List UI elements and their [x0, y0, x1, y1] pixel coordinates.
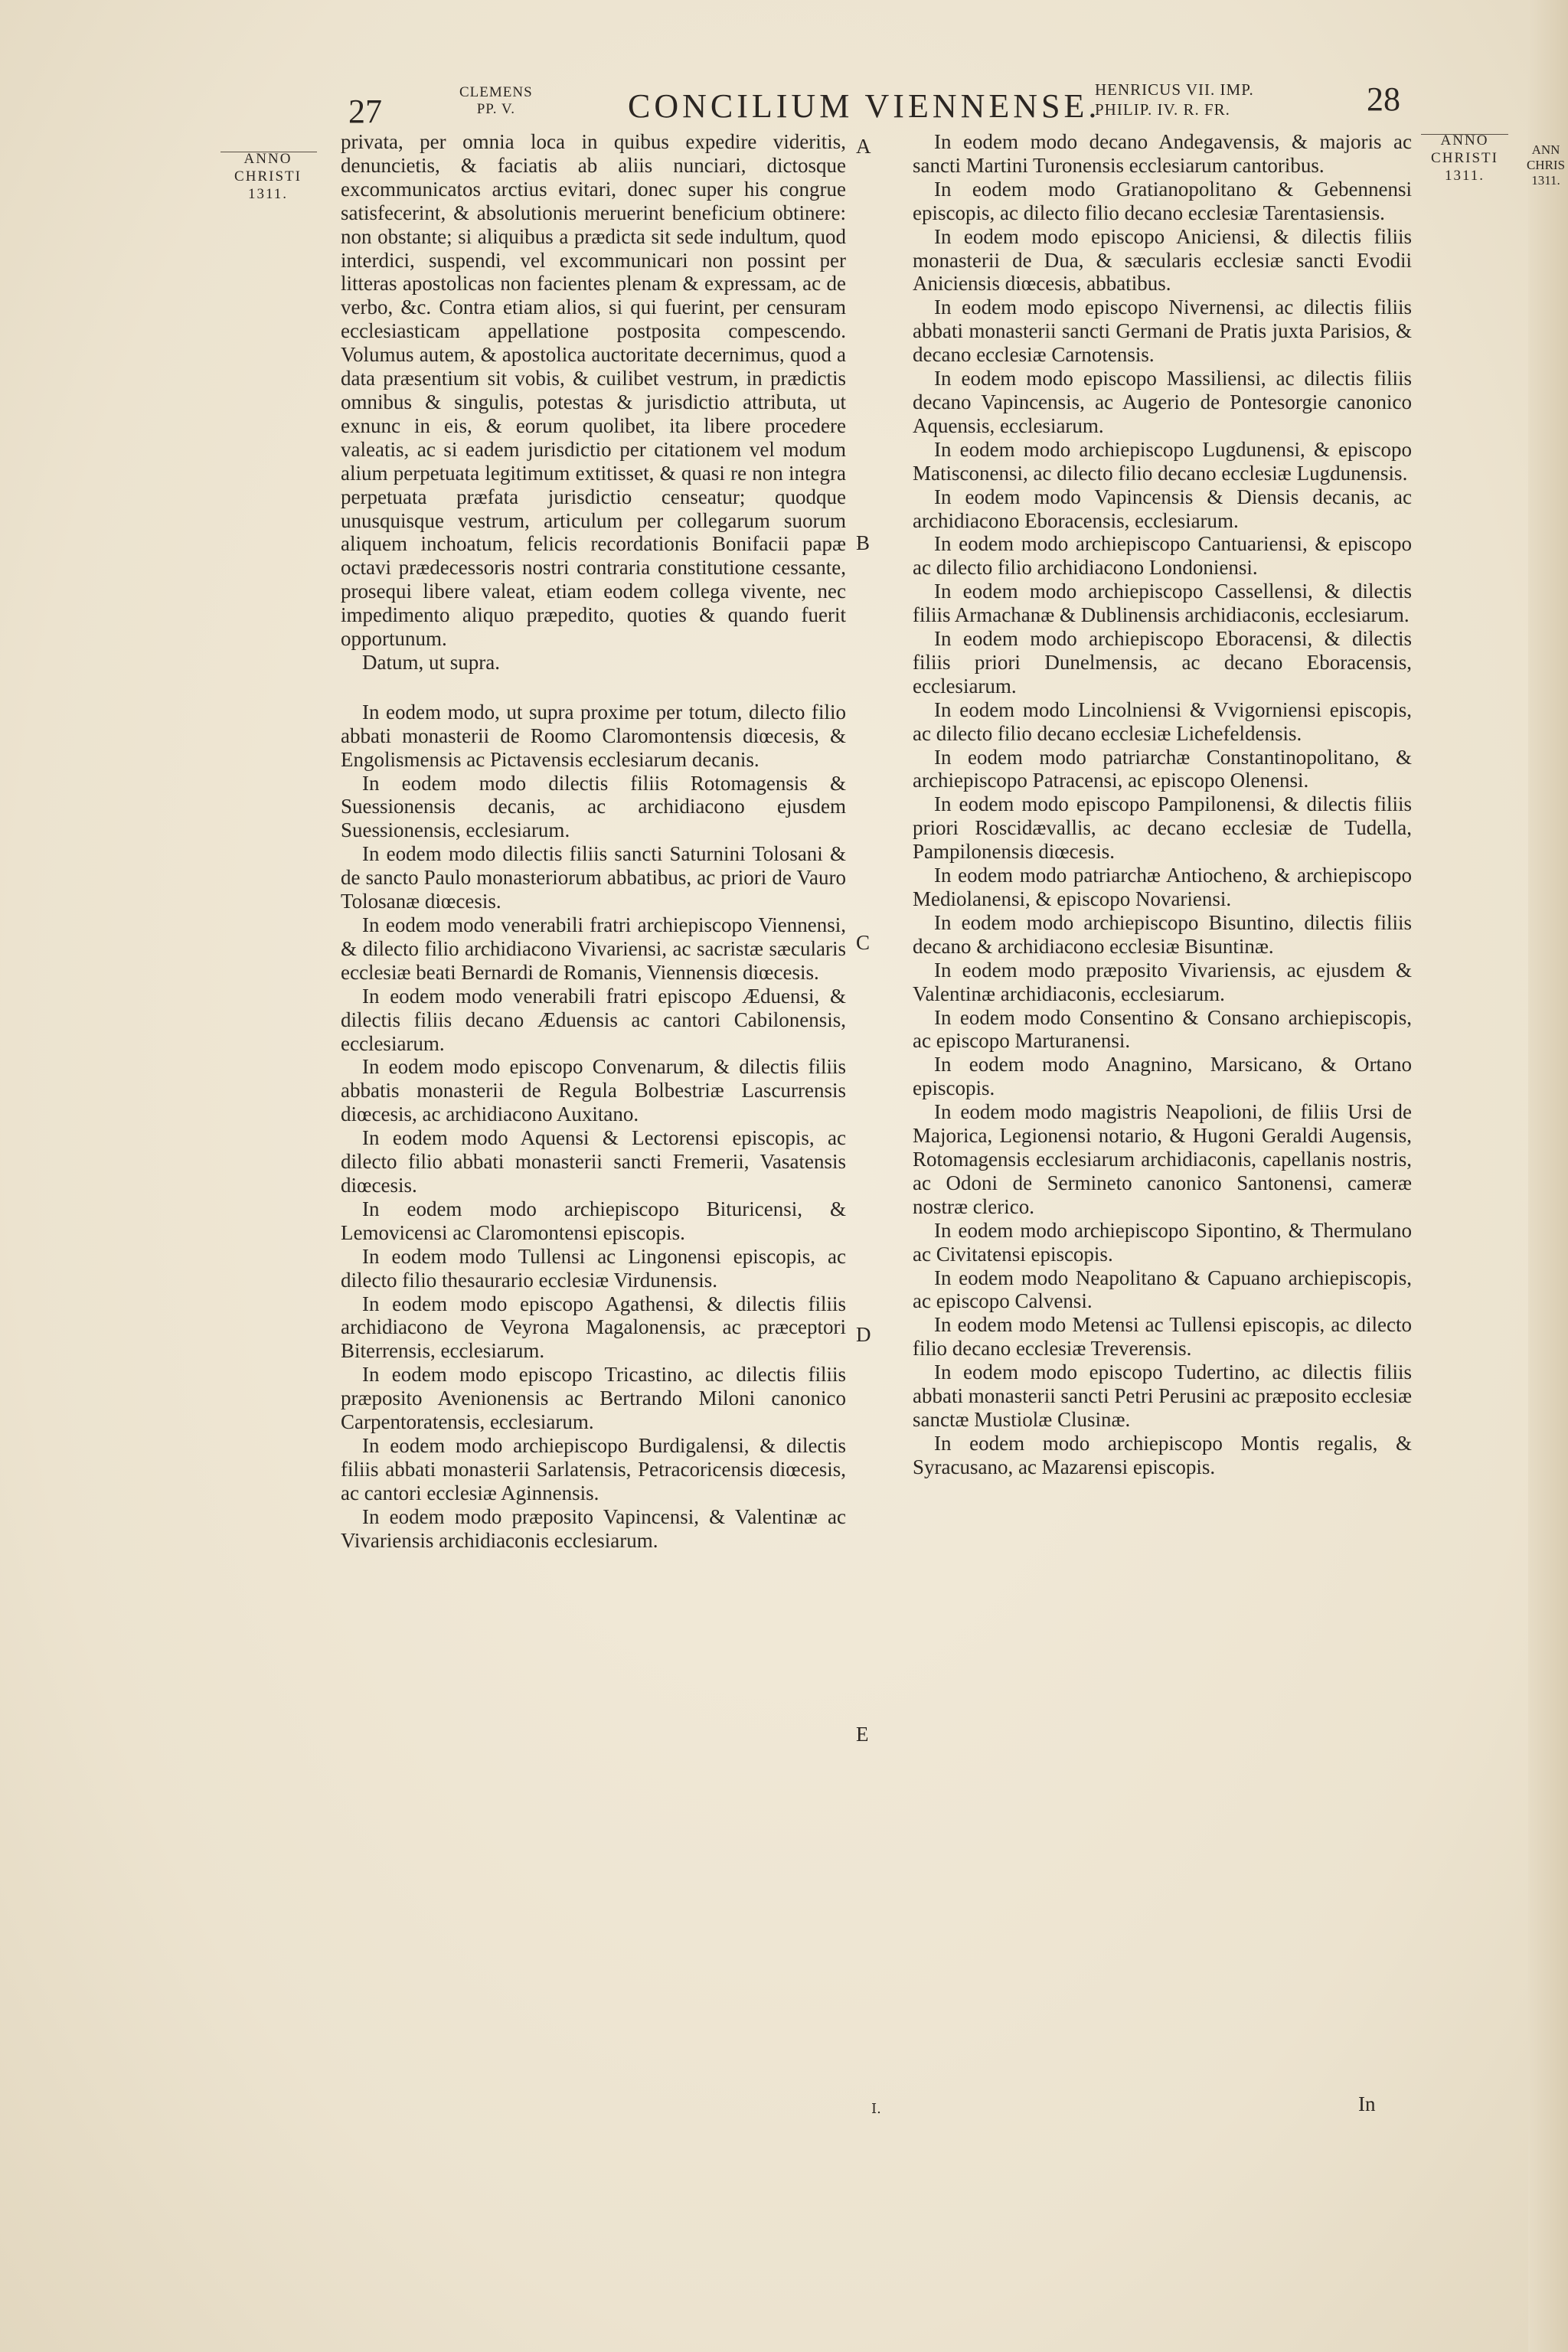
paragraph: In eodem modo archiepiscopo Cantuariensi, & episcopo ac dilecto filio archidiacono Londoniensi. — [913, 532, 1412, 580]
paragraph: In eodem modo præposito Vapincensi, & Valentinæ ac Vivariensis archidiaconis ecclesiarum. — [341, 1504, 846, 1552]
paragraph: In eodem modo archiepiscopo Cassellensi, & dilectis filiis Armachanæ & Dublinensis archidiaconis, ecclesiarum. — [913, 580, 1412, 627]
margin-note-line: 1311. — [1444, 168, 1485, 184]
margin-note-right — [1423, 132, 1507, 185]
paragraph: In eodem modo episcopo Convenarum, & dilectis filiis abbatis monasterii de Regula Bolbestriæ Lascurrensis diœcesis, ac archidiacono Auxitano. — [341, 1055, 846, 1126]
margin-note-line: ANNO — [243, 151, 292, 167]
paragraph: In eodem modo magistris Neapolioni, de filiis Ursi de Majorica, Legionensi notario, & Hugoni Geraldi Augensis, Rotomagensis ecclesiarum archidiaconis, capellanis nostris, ac Odoni de Sermineto canonico Santonensi, cameræ nostræ clerico. — [913, 1100, 1412, 1218]
paragraph: In eodem modo archiepiscopo Burdigalensi, & dilectis filiis abbati monasterii Sarlatensis, Petracoricensis diœcesis, ac cantori ecclesiæ Aginnensis. — [341, 1433, 846, 1504]
paragraph: In eodem modo archiepiscopo Lugdunensi, & episcopo Matisconensi, ac dilecto filio decano ecclesiæ Lugdunensis. — [913, 437, 1412, 485]
paragraph: In eodem modo episcopo Pampilonensi, & dilectis filiis priori Roscidævallis, ac decano ecclesiæ de Tudella, Pampilonensis diœcesis. — [913, 792, 1412, 864]
section-letter-b: B — [856, 531, 871, 554]
catchword: In — [1358, 2092, 1376, 2115]
footer-mark: I. — [871, 2101, 881, 2117]
running-head-left-line: PP. V. — [476, 101, 515, 117]
paragraph: In eodem modo archiepiscopo Montis regalis, & Syracusano, ac Mazarensi episcopis. — [913, 1431, 1412, 1478]
left-column — [341, 130, 846, 1552]
paragraph: In eodem modo præposito Vivariensis, ac ejusdem & Valentinæ archidiaconis, ecclesiarum. — [913, 958, 1412, 1005]
page-number-left: 27 — [348, 93, 382, 130]
paragraph: In eodem modo episcopo Tricastino, ac dilectis filiis præposito Avenionensis ac Bertrando Miloni canonico Carpentoratensis, ecclesiarum. — [341, 1363, 846, 1434]
section-letter-a: A — [856, 135, 871, 158]
paragraph: In eodem modo episcopo Massiliensi, ac dilectis filiis decano Vapincensis, ac Augerio de Pontesorgie canonico Aquensis, ecclesiarum. — [913, 367, 1412, 437]
section-letter-c: C — [856, 931, 871, 954]
margin-note-line: ANN — [1531, 142, 1560, 157]
page-number-right: 28 — [1367, 80, 1400, 118]
margin-note-facing-page — [1524, 142, 1568, 188]
running-head-right-line: PHILIP. IV. R. FR. — [1095, 100, 1230, 119]
paragraph: In eodem modo Tullensi ac Lingonensi episcopis, ac dilecto filio thesaurario ecclesiæ Virdunensis. — [341, 1244, 846, 1292]
paragraph: In eodem modo Aquensi & Lectorensi episcopis, ac dilecto filio abbati monasterii sancti Fremerii, Vasatensis diœcesis. — [341, 1126, 846, 1197]
paragraph: In eodem modo archiepiscopo Eboracensi, & dilectis filiis priori Dunelmensis, ac decano Eboracensis, ecclesiarum. — [913, 627, 1412, 697]
running-head-left-line: CLEMENS — [459, 84, 533, 100]
margin-note-line: 1311. — [247, 186, 289, 202]
paragraph: In eodem modo Vapincensis & Diensis decanis, ac archidiacono Eboracensis, ecclesiarum. — [913, 485, 1412, 532]
paragraph: In eodem modo Metensi ac Tullensi episcopis, ac dilecto filio decano ecclesiæ Treverensis. — [913, 1313, 1412, 1361]
right-column — [913, 130, 1412, 1479]
datum-line: Datum, ut supra. — [362, 650, 500, 674]
paragraph: In eodem modo episcopo Nivernensi, ac dilectis filiis abbati monasterii sancti Germani de Pratis juxta Parisios, & decano ecclesiæ Carnotensis. — [913, 296, 1412, 367]
paragraph: In eodem modo archiepiscopo Bisuntino, dilectis filiis decano & archidiacono ecclesiæ Bisuntinæ. — [913, 910, 1412, 958]
paragraph: In eodem modo Anagnino, Marsicano, & Ortano episcopis. — [913, 1053, 1412, 1100]
paragraph: In eodem modo venerabili fratri archiepiscopo Viennensi, & dilecto filio archidiacono Vivariensi, ac sacristæ sæcularis ecclesiæ beati Bernardi de Romanis, Viennensis diœcesis. — [341, 913, 846, 984]
paragraph: In eodem modo Lincolniensi & Vvigorniensi episcopis, ac dilecto filio decano ecclesiæ Lichefeldensis. — [913, 697, 1412, 745]
paragraph: In eodem modo patriarchæ Constantinopolitano, & archiepiscopo Patracensi, ac episcopo Olenensi. — [913, 745, 1412, 792]
running-head-left — [459, 84, 533, 118]
running-title: CONCILIUM VIENNENSE. — [628, 87, 1101, 125]
paragraph: In eodem modo Consentino & Consano archiepiscopis, ac episcopo Marturanensi. — [913, 1005, 1412, 1053]
paragraph: In eodem modo venerabili fratri episcopo Æduensi, & dilectis filiis decano Æduensis ac cantori Cabilonensis, ecclesiarum. — [341, 984, 846, 1055]
paragraph: In eodem modo Neapolitano & Capuano archiepiscopis, ac episcopo Calvensi. — [913, 1266, 1412, 1313]
paragraph: In eodem modo Gratianopolitano & Gebennensi episcopis, ac dilecto filio decano ecclesiæ Tarentasiensis. — [913, 177, 1412, 224]
margin-note-line: 1311. — [1531, 173, 1560, 188]
paragraph: In eodem modo dilectis filiis sancti Saturnini Tolosani & de sancto Paulo monasteriorum abbatibus, ac priori de Vauro Tolosanæ diœcesis. — [341, 842, 846, 913]
section-letter-d: D — [856, 1323, 871, 1346]
paragraph: In eodem modo decano Andegavensis, & majoris ac sancti Martini Turonensis ecclesiarum cantoribus. — [913, 130, 1412, 177]
book-gutter — [1528, 0, 1568, 2352]
paragraph: In eodem modo, ut supra proxime per totum, dilecto filio abbati monasterii de Roomo Claromontensis diœcesis, & Engolismensis ac Pictavensis ecclesiarum decanis. — [341, 700, 846, 771]
paragraph: In eodem modo episcopo Tudertino, ac dilectis filiis abbati monasterii sancti Petri Perusini ac præposito ecclesiæ sanctæ Mustiolæ Clusinæ. — [913, 1361, 1412, 1431]
margin-note-left — [222, 150, 314, 203]
margin-note-line: CHRIS — [1526, 158, 1566, 172]
margin-note-line: ANNO — [1440, 132, 1489, 149]
paragraph: In eodem modo episcopo Agathensi, & dilectis filiis archidiacono de Veyrona Magalonensis, ac præceptori Biterrensis, ecclesiarum. — [341, 1292, 846, 1363]
paragraph: In eodem modo archiepiscopo Bituricensi, & Lemovicensi ac Claromontensi episcopis. — [341, 1197, 846, 1244]
margin-note-line: CHRISTI — [1431, 150, 1498, 166]
running-head-right — [1095, 80, 1254, 119]
paragraph: In eodem modo patriarchæ Antiocheno, & archiepiscopo Mediolanensi, & episcopo Novariensi. — [913, 864, 1412, 910]
paragraph: In eodem modo archiepiscopo Sipontino, & Thermulano ac Civitatensi episcopis. — [913, 1218, 1412, 1266]
section-letter-e: E — [856, 1723, 869, 1746]
opening-paragraph: privata, per omnia loca in quibus expedire videritis, denuncietis, & faciatis ab aliis nunciari, dictosque excommunicatos arctius evitari, donec super his congrue satisfecerint, & absolutionis meruerint beneficium obtinere: non obstante; si aliquibus a prædicta sit sede indultum, quod interdici, suspendi, vel excommunicari non possint per litteras apostolicas non facientes plenam & expressam, ac de verbo, &c. Contra etiam alios, si qui fuerint, per censuram ecclesiasticam appellatione postposita compescendo. Volumus autem, & apostolica auctoritate decernimus, quod a data præsentium sit vobis, & cuilibet vestrum, in prædictis omnibus & singulis, potestas & jurisdictio attributa, ut exnunc in eis, & eorum quolibet, ita libere procedere valeatis, ac si eadem jurisdictio per citationem vel modum alium perpetuata legitimum extitisset, & quasi re non integra perpetuata præfata jurisdictio censeatur; quodque unusquisque vestrum, articulum per collegarum suorum aliquem inchoatum, felicis recordationis Bonifacii papæ octavi prædecessoris nostri contraria constitutione cessante, prosequi libere valeat, etiam eodem collega vivente, nec impedimento aliquo præpedito, quoties & quando fuerit opportunum. — [341, 130, 846, 651]
margin-note-line: CHRISTI — [234, 168, 302, 185]
running-head-right-line: HENRICUS VII. IMP. — [1095, 80, 1254, 99]
paragraph: In eodem modo dilectis filiis Rotomagensis & Suessionensis decanis, ac archidiacono ejusdem Suessionensis, ecclesiarum. — [341, 771, 846, 842]
paragraph: In eodem modo episcopo Aniciensi, & dilectis filiis monasterii de Dua, & sæcularis ecclesiæ sancti Evodii Aniciensis diœcesis, abbatibus. — [913, 224, 1412, 296]
